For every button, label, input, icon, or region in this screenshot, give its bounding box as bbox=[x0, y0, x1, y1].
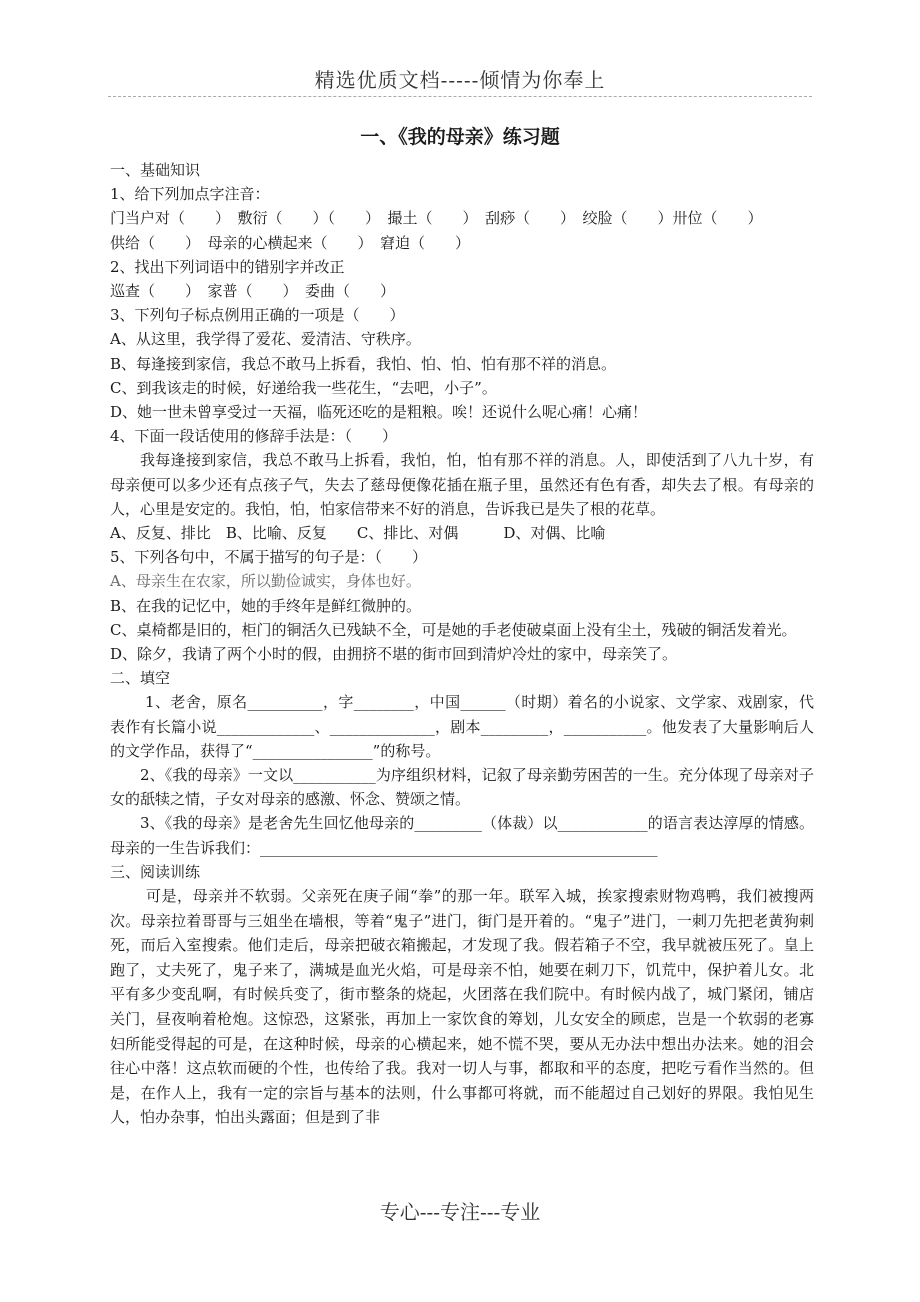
fill-blank-3: 3、《我的母亲》是老舍先生回忆他母亲的_________（体裁）以____________的语言表达淳厚的情感。母亲的一生告诉我们：_____________________________________________________ bbox=[110, 814, 814, 857]
question-prompt: 2、找出下列词语中的错别字并改正 bbox=[110, 257, 345, 276]
page-footer: 专心---专注---专业 bbox=[379, 1200, 541, 1224]
option-d: D、她一世未曾享受过一天福，临死还吃的是粗粮。唉！还说什么呢心痛！心痛！ bbox=[110, 403, 648, 422]
section-heading: 一、基础知识 bbox=[110, 161, 201, 179]
section-heading: 二、填空 bbox=[110, 669, 171, 688]
question-row: 供给（ ） 母亲的心横起来（ ） 窘迫（ ） bbox=[110, 233, 471, 252]
page-header: 精选优质文档-----倾情为你奉上 bbox=[314, 68, 606, 92]
worksheet-body bbox=[110, 158, 814, 1130]
quoted-passage: 我每逢接到家信，我总不敢马上拆看，我怕，怕，怕有那不祥的消息。人，即使活到了八九十岁，有母亲便可以多少还有点孩子气，失去了慈母便像花插在瓶子里，虽然还有色有香，却失去了根。有母亲的人，心里是安定的。我怕，怕，怕家信带来不好的消息，告诉我已是失了根的花草。 bbox=[110, 451, 814, 518]
option-d: D、除夕，我请了两个小时的假，由拥挤不堪的街市回到清炉冷灶的家中，母亲笑了。 bbox=[110, 645, 678, 664]
fill-blank-2: 2、《我的母亲》一文以___________为序组织材料，记叙了母亲勤劳困苦的一生。充分体现了母亲对子女的舐犊之情，子女对母亲的感激、怀念、赞颂之情。 bbox=[110, 766, 814, 809]
question-prompt: 1、给下列加点字注音： bbox=[110, 185, 270, 204]
option-b: B、每逢接到家信，我总不敢马上拆看，我怕、怕、怕、怕有那不祥的消息。 bbox=[110, 354, 617, 373]
page-title: 一、《我的母亲》练习题 bbox=[360, 126, 560, 148]
option-a: A、从这里，我学得了爱花、爱清洁、守秩序。 bbox=[110, 330, 421, 349]
section-heading: 三、阅读训练 bbox=[110, 862, 201, 881]
question-row: 巡查（ ） 家普（ ） 委曲（ ） bbox=[110, 282, 396, 301]
option-list: A、反复、排比 B、比喻、反复 C、排比、对偶 D、对偶、比喻 bbox=[110, 524, 606, 543]
question-prompt: 3、下列句子标点例用正确的一项是（ ） bbox=[110, 306, 405, 325]
question-prompt: 5、下列各句中，不属于描写的句子是：（ ） bbox=[110, 548, 428, 567]
option-b: B、在我的记忆中，她的手终年是鲜红微肿的。 bbox=[110, 596, 422, 615]
reading-passage: 可是，母亲并不软弱。父亲死在庚子闹“拳”的那一年。联军入城，挨家搜索财物鸡鸭，我们被搜两次。母亲拉着哥哥与三姐坐在墙根，等着“鬼子”进门，街门是开着的。“鬼子”进门，一刺刀先把老黄狗刺死，而后入室搜索。他们走后，母亲把破衣箱搬起，才发现了我。假若箱子不空，我早就被压死了。皇上跑了，丈夫死了，鬼子来了，满城是血光火焰，可是母亲不怕，她要在刺刀下，饥荒中，保护着儿女。北平有多少变乱啊，有时候兵变了，街市整条的烧起，火团落在我们院中。有时候内战了，城门紧闭，铺店关门，昼夜响着枪炮。这惊恐，这紧张，再加上一家饮食的筹划，儿女安全的顾虑，岂是一个软弱的老寡妇所能受得起的可是，在这种时候，母亲的心横起来，她不慌不哭，要从无办法中想出办法来。她的泪会往心中落！这点软而硬的个性，也传给了我。我对一切人与事，都取和平的态度，把吃亏看作当然的。但是，在作人上，我有一定的宗旨与基本的法则，什么事都可将就，而不能超过自己划好的界限。我怕见生人，怕办杂事，怕出头露面；但是到了非 bbox=[110, 887, 814, 1127]
question-row: 门当户对（ ） 敷衍（ ）（ ） 撮土（ ） 刮痧（ ） 绞脸（ ）卅位（ ） bbox=[110, 209, 763, 228]
question-prompt: 4、下面一段话使用的修辞手法是：（ ） bbox=[110, 427, 398, 446]
option-c: C、桌椅都是旧的，柜门的铜活久已残缺不全，可是她的手老使破桌面上没有尘土，残破的铜活发着光。 bbox=[110, 620, 797, 639]
option-a: A、母亲生在农家，所以勤俭诚实，身体也好。 bbox=[110, 572, 421, 591]
fill-blank-1: 1、老舍，原名__________，字________，中国______（时期）着名的小说家、文学家、戏剧家，代表作有长篇小说_____________、______________，剧本_________，___________。他发表了大量影响后人的文学作品，获得了“________________”的称号。 bbox=[110, 693, 814, 760]
option-c: C、到我该走的时候，好递给我一些花生，“去吧，小子”。 bbox=[110, 378, 497, 397]
header-divider bbox=[108, 96, 812, 97]
